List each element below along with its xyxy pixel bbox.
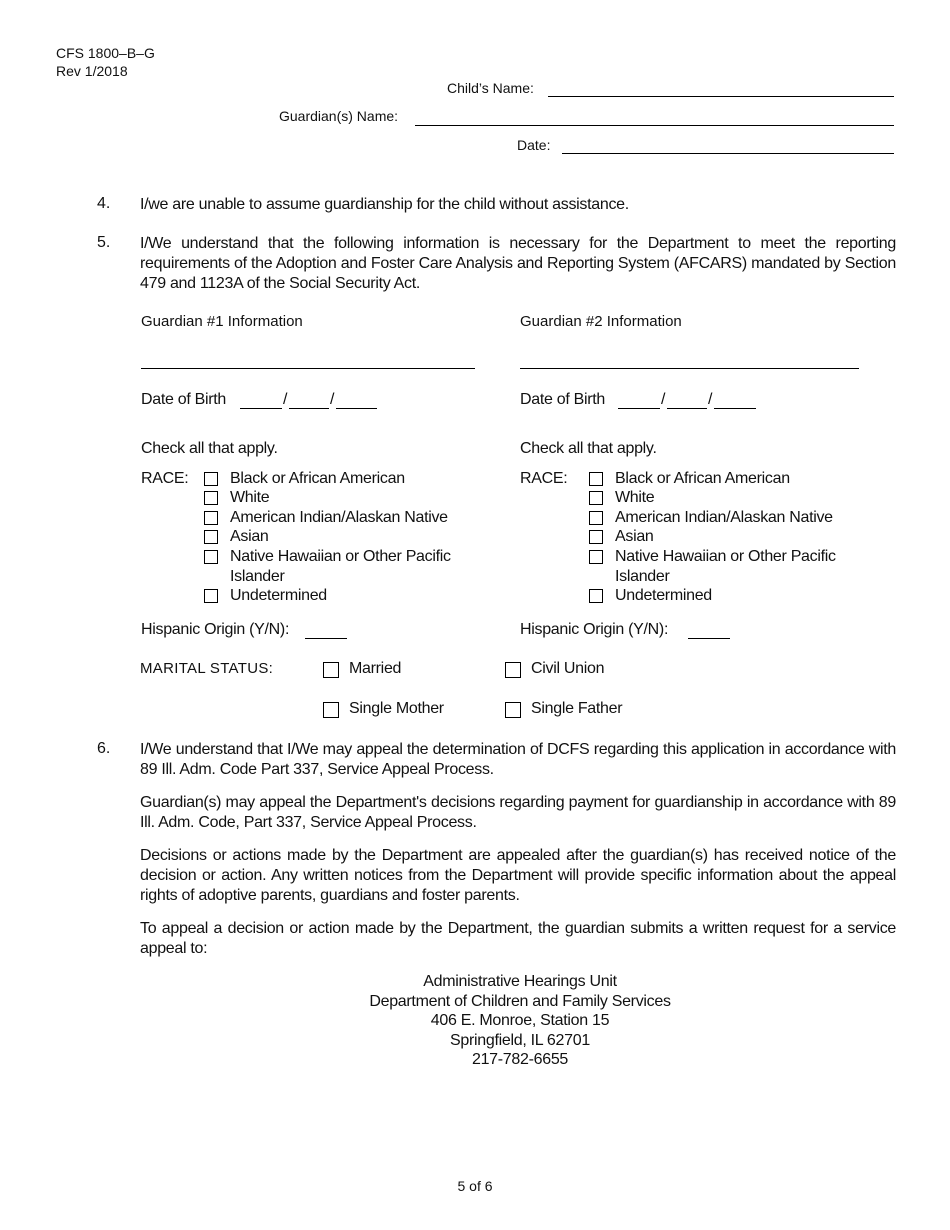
date-field[interactable] xyxy=(562,153,894,154)
guardian2-race-undetermined-checkbox[interactable] xyxy=(589,589,603,603)
guardian2-race-white-label: White xyxy=(615,489,655,506)
civil-union-label: Civil Union xyxy=(531,660,605,677)
guardian2-dob-year[interactable] xyxy=(714,408,756,409)
page-number: 5 of 6 xyxy=(457,1178,493,1194)
single-mother-checkbox[interactable] xyxy=(323,702,339,718)
guardian2-dob-label: Date of Birth xyxy=(520,391,606,408)
guardian2-race-asian-checkbox[interactable] xyxy=(589,530,603,544)
item-5-number: 5. xyxy=(97,234,111,251)
guardian1-race-asian-checkbox[interactable] xyxy=(204,530,218,544)
guardian2-dob-sep1: / xyxy=(661,391,666,408)
item-4-text: I/we are unable to assume guardianship for the child without assistance. xyxy=(140,196,629,213)
address-line-2: Department of Children and Family Services xyxy=(369,992,671,1010)
guardian2-hispanic-label: Hispanic Origin (Y/N): xyxy=(520,621,669,638)
single-father-label: Single Father xyxy=(531,700,623,717)
guardian2-race-black-checkbox[interactable] xyxy=(589,472,603,486)
guardian1-hispanic-label: Hispanic Origin (Y/N): xyxy=(141,621,290,638)
guardian1-dob-year[interactable] xyxy=(336,408,377,409)
item-6-paragraph-3: Decisions or actions made by the Department are appealed after the guardian(s) has received notice of the decision or action. Any written notices from the Department will provide specific information about the appeal rights of adoptive parents, guardians and foster parents. xyxy=(140,847,896,904)
guardian2-race-white-checkbox[interactable] xyxy=(589,491,603,505)
guardian1-race-label: RACE: xyxy=(141,470,189,487)
item-6-paragraph-4: To appeal a decision or action made by the Department, the guardian submits a written request for a service appeal to: xyxy=(140,920,896,957)
guardian1-check-all: Check all that apply. xyxy=(141,440,278,457)
guardian1-race-black-label: Black or African American xyxy=(230,470,405,487)
address-line-1: Administrative Hearings Unit xyxy=(423,973,617,990)
childs-name-field[interactable] xyxy=(548,96,894,97)
guardian1-race-native-american-checkbox[interactable] xyxy=(204,511,218,525)
guardian2-hispanic-field[interactable] xyxy=(688,638,730,639)
guardian1-dob-sep1: / xyxy=(283,391,288,408)
guardian1-race-pacific-islander-label-cont: Islander xyxy=(230,568,285,585)
address-phone: 217-782-6655 xyxy=(471,1051,569,1068)
guardian2-check-all: Check all that apply. xyxy=(520,440,657,457)
childs-name-label: Child’s Name: xyxy=(447,80,534,96)
guardian1-dob-label: Date of Birth xyxy=(141,391,227,408)
guardian2-dob-day[interactable] xyxy=(667,408,707,409)
guardian1-race-white-checkbox[interactable] xyxy=(204,491,218,505)
guardian2-dob-month[interactable] xyxy=(618,408,660,409)
guardian1-race-undetermined-label: Undetermined xyxy=(230,587,327,604)
guardian2-race-label: RACE: xyxy=(520,470,568,487)
address-line-4: Springfield, IL 62701 xyxy=(450,1031,590,1049)
married-label: Married xyxy=(349,660,402,677)
guardian1-race-black-checkbox[interactable] xyxy=(204,472,218,486)
item-5-text: I/We understand that the following information is necessary for the Department to meet the reporting requirements of the Adoption and Foster Care Analysis and Reporting System (AFCARS) mandated by Section 479 and 1123A of the Social Security Act. xyxy=(140,235,896,292)
guardian2-race-pacific-islander-label-cont: Islander xyxy=(615,568,670,585)
single-father-checkbox[interactable] xyxy=(505,702,521,718)
form-id: CFS 1800–B–G xyxy=(56,45,155,61)
married-checkbox[interactable] xyxy=(323,662,339,678)
guardian2-race-pacific-islander-label: Native Hawaiian or Other Pacific xyxy=(615,548,836,565)
guardian2-race-black-label: Black or African American xyxy=(615,470,790,487)
form-id-block xyxy=(56,44,155,80)
guardian2-race-native-american-checkbox[interactable] xyxy=(589,511,603,525)
item-6-number: 6. xyxy=(97,740,111,757)
guardian1-heading: Guardian #1 Information xyxy=(141,313,303,330)
guardian2-race-pacific-islander-checkbox[interactable] xyxy=(589,550,603,564)
guardian2-heading: Guardian #2 Information xyxy=(520,313,682,330)
guardian1-race-pacific-islander-checkbox[interactable] xyxy=(204,550,218,564)
guardian1-race-asian-label: Asian xyxy=(230,528,269,545)
guardian1-race-pacific-islander-label: Native Hawaiian or Other Pacific xyxy=(230,548,451,565)
item-4-number: 4. xyxy=(97,195,111,212)
guardian1-race-white-label: White xyxy=(230,489,270,506)
form-revision: Rev 1/2018 xyxy=(56,63,128,79)
single-mother-label: Single Mother xyxy=(349,700,444,717)
guardian1-hispanic-field[interactable] xyxy=(305,638,347,639)
marital-status-label: MARITAL STATUS: xyxy=(140,660,274,677)
guardian1-dob-sep2: / xyxy=(330,391,335,408)
guardian1-dob-day[interactable] xyxy=(289,408,329,409)
guardian2-race-asian-label: Asian xyxy=(615,528,654,545)
civil-union-checkbox[interactable] xyxy=(505,662,521,678)
guardians-name-field[interactable] xyxy=(415,125,894,126)
guardian1-name-field[interactable] xyxy=(141,368,475,369)
item-6-paragraph-2: Guardian(s) may appeal the Department's decisions regarding payment for guardianship in accordance with 89 Ill. Adm. Code, Part 337, Service Appeal Process. xyxy=(140,794,896,831)
guardian2-name-field[interactable] xyxy=(520,368,859,369)
guardians-name-label: Guardian(s) Name: xyxy=(279,108,399,124)
guardian1-race-native-american-label: American Indian/Alaskan Native xyxy=(230,509,448,526)
guardian2-race-native-american-label: American Indian/Alaskan Native xyxy=(615,509,833,526)
guardian1-dob-month[interactable] xyxy=(240,408,282,409)
item-6-paragraph-1: I/We understand that I/We may appeal the determination of DCFS regarding this application in accordance with 89 Ill. Adm. Code Part 337, Service Appeal Process. xyxy=(140,741,896,778)
address-line-3: 406 E. Monroe, Station 15 xyxy=(430,1012,610,1029)
guardian2-dob-sep2: / xyxy=(708,391,713,408)
date-label: Date: xyxy=(517,137,551,153)
guardian2-race-undetermined-label: Undetermined xyxy=(615,587,712,604)
appeal-address xyxy=(300,972,740,1070)
guardian1-race-undetermined-checkbox[interactable] xyxy=(204,589,218,603)
